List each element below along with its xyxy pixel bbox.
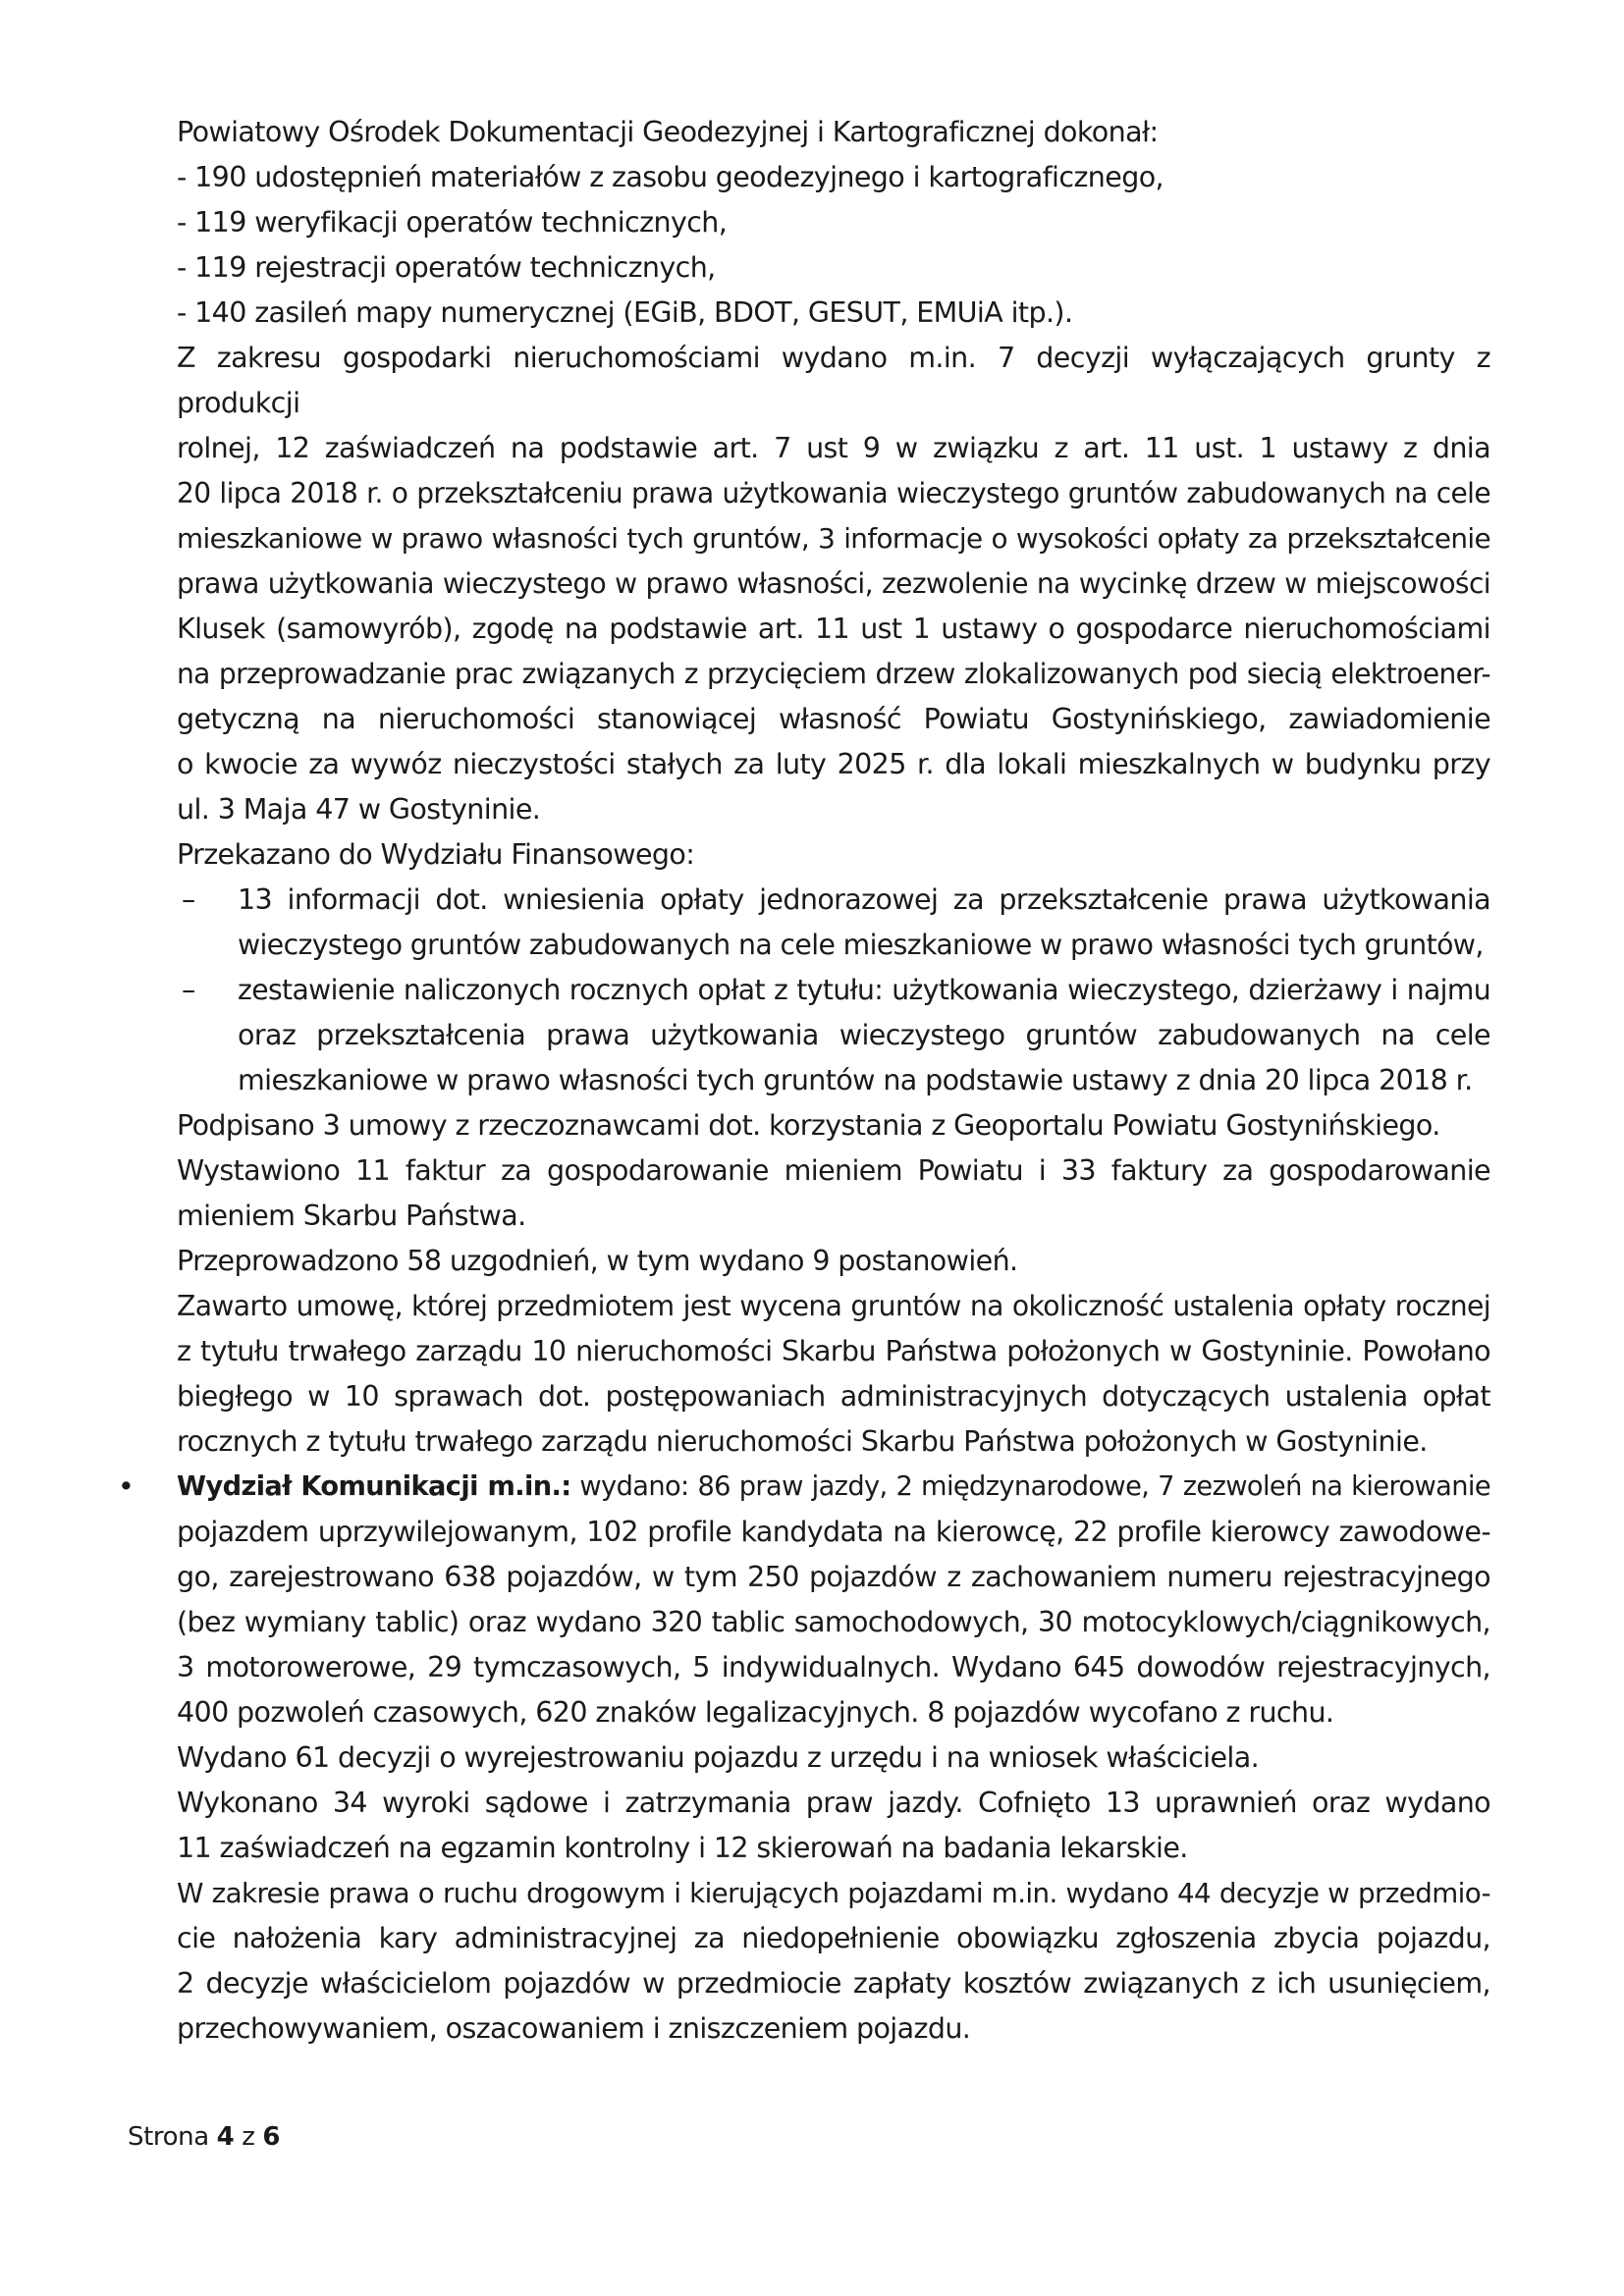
dash-marker: – [182,974,195,1006]
text-line: go, zarejestrowano 638 pojazdów, w tym 250 pojazdów z zachowaniem numeru rejestracyjnego [177,1561,1490,1593]
agreements-line: Przeprowadzono 58 uzgodnień, w tym wydano 9 postanowień. [177,1245,1018,1277]
podgik-item: - 119 weryfikacji operatów technicznych, [177,206,728,239]
text-line: na przeprowadzanie prac związanych z przycięciem drzew zlokalizowanych pod siecią elektroener- [177,658,1490,690]
finance-heading: Przekazano do Wydziału Finansowego: [177,838,695,871]
text-line: wieczystego gruntów zabudowanych na cele mieszkaniowe w prawo własności tych gruntów, [238,929,1484,961]
page-total: 6 [262,2122,281,2152]
text-line: getyczną na nieruchomości stanowiącej własność Powiatu Gostynińskiego, zawiadomienie [177,703,1490,735]
podgik-section [177,110,1490,336]
podgik-heading: Powiatowy Ośrodek Dokumentacji Geodezyjnej i Kartograficznej dokonał: [177,116,1159,148]
text-line: mieszkaniowe w prawo własności tych gruntów na podstawie ustawy z dnia 20 lipca 2018 r. [238,1064,1473,1096]
communication-intro: wydano: 86 praw jazdy, 2 międzynarodowe, 7 zezwoleń na kierowanie [570,1471,1490,1502]
text-line: z tytułu trwałego zarządu 10 nieruchomości Skarbu Państwa położonych w Gostyninie. Powołano [177,1335,1490,1367]
text-line: (bez wymiany tablic) oraz wydano 320 tablic samochodowych, 30 motocyklowych/ciągnikowych, [177,1606,1490,1638]
text-line: mieszkaniowe w prawo własności tych gruntów, 3 informacje o wysokości opłaty za przekształcenie [177,522,1490,555]
text-line [177,1465,1490,1510]
text-line: Klusek (samowyrób), zgodę na podstawie art. 11 ust 1 ustawy o gospodarce nieruchomościami [177,613,1490,645]
text-line: 400 pozwoleń czasowych, 620 znaków legalizacyjnych. 8 pojazdów wycofano z ruchu. [177,1696,1334,1729]
text-line: rocznych z tytułu trwałego zarządu nieruchomości Skarbu Państwa położonych w Gostyninie. [177,1425,1428,1458]
text-line: pojazdem uprzywilejowanym, 102 profile kandydata na kierowcę, 22 profile kierowcy zawodowe- [177,1516,1490,1548]
bullet-icon: • [118,1470,135,1503]
text-line: ul. 3 Maja 47 w Gostyninie. [177,793,541,826]
page-number: 4 [216,2122,235,2152]
text-line: przechowywaniem, oszacowaniem i zniszczeniem pojazdu. [177,2012,971,2045]
text-line: biegłego w 10 sprawach dot. postępowaniach administracyjnych dotyczących ustalenia opłat [177,1380,1490,1413]
text-line: cie nałożenia kary administracyjnej za niedopełnienie obowiązku zgłoszenia zbycia pojazdu, [177,1922,1490,1954]
document-body [118,110,1490,2052]
footer-sep: z [242,2122,255,2152]
finance-list-item [177,968,1490,1103]
text-line: 20 lipca 2018 r. o przekształceniu prawa użytkowania wieczystego gruntów zabudowanych na cele [177,477,1490,509]
page-footer [128,2119,280,2155]
text-line: o kwocie za wywóz nieczystości stałych za luty 2025 r. dla lokali mieszkalnych w budynku przy [177,748,1490,780]
footer-label: Strona [128,2122,209,2152]
text-line: 11 zaświadczeń na egzamin kontrolny i 12 skierowań na badania lekarskie. [177,1832,1188,1864]
real-estate-paragraph [177,336,1490,832]
text-line: 13 informacji dot. wniesienia opłaty jednorazowej za przekształcenie prawa użytkowania [238,883,1490,916]
valuation-paragraph [177,1284,1490,1465]
text-line: Z zakresu gospodarki nieruchomościami wydano m.in. 7 decyzji wyłączających grunty z produkcji [177,342,1490,419]
communication-section [118,1465,1490,1735]
judgments-paragraph [177,1781,1490,1871]
text-line: zestawienie naliczonych rocznych opłat z tytułu: użytkowania wieczystego, dzierżawy i najmu [238,974,1490,1006]
text-line: prawa użytkowania wieczystego w prawo własności, zezwolenie na wycinkę drzew w miejscowości [177,567,1490,600]
dash-marker: – [182,883,195,916]
text-line: oraz przekształcenia prawa użytkowania wieczystego gruntów zabudowanych na cele [238,1019,1490,1051]
text-line: W zakresie prawa o ruchu drogowym i kierujących pojazdami m.in. wydano 44 decyzje w przedmio- [177,1877,1490,1909]
text-line: rolnej, 12 zaświadczeń na podstawie art. 7 ust 9 w związku z art. 11 ust. 1 ustawy z dnia [177,432,1490,464]
traffic-paragraph [177,1871,1490,2052]
deregistration-line: Wydano 61 decyzji o wyrejestrowaniu pojazdu z urzędu i na wniosek właściciela. [177,1741,1260,1774]
podgik-item: - 140 zasileń mapy numerycznej (EGiB, BDOT, GESUT, EMUiA itp.). [177,296,1073,329]
text-line: Wykonano 34 wyroki sądowe i zatrzymania praw jazdy. Cofnięto 13 uprawnień oraz wydano [177,1787,1490,1819]
text-line: 2 decyzje właścicielom pojazdów w przedmiocie zapłaty kosztów związanych z ich usunięciem, [177,1967,1490,2000]
podgik-item: - 190 udostępnień materiałów z zasobu geodezyjnego i kartograficznego, [177,161,1164,193]
text-line: mieniem Skarbu Państwa. [177,1200,526,1232]
communication-title: Wydział Komunikacji m.in.: [177,1471,571,1502]
finance-section [177,832,1490,1103]
podgik-item: - 119 rejestracji operatów technicznych, [177,251,716,284]
text-line: 3 motorowerowe, 29 tymczasowych, 5 indywidualnych. Wydano 645 dowodów rejestracyjnych, [177,1651,1490,1683]
contracts-line: Podpisano 3 umowy z rzeczoznawcami dot. korzystania z Geoportalu Powiatu Gostynińskiego. [177,1109,1440,1142]
invoices-paragraph [177,1148,1490,1239]
text-line: Wystawiono 11 faktur za gospodarowanie mieniem Powiatu i 33 faktury za gospodarowanie [177,1154,1490,1187]
finance-list-item [177,878,1490,968]
text-line: Zawarto umowę, której przedmiotem jest wycena gruntów na okoliczność ustalenia opłaty rocznej [177,1290,1490,1322]
